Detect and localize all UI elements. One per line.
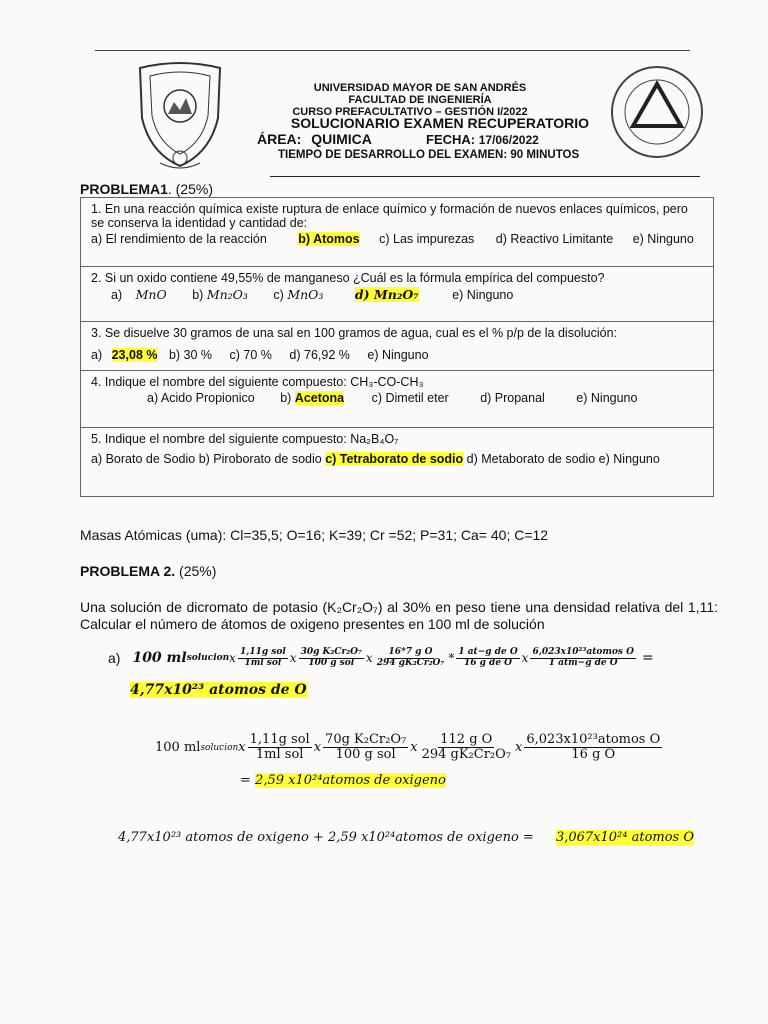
q3-option-d: d) 76,92 % (289, 348, 350, 362)
q2-option-b: Mn₂O₃ (206, 287, 248, 302)
atomic-masses: Masas Atómicas (uma): Cl=35,5; O=16; K=39; Cr =52; P=31; Ca= 40; C=12 (80, 527, 549, 543)
problem2-statement: Una solución de dicromato de potasio (K₂Cr₂O₇) al 30% en peso tiene una densidad relativa del 1,11: Calcular el número de átomos de oxigeno presentes en 100 ml de solución (80, 599, 718, 632)
q3-option-b: b) 30 % (168, 348, 213, 362)
q2-options (91, 287, 703, 302)
q4-text: 4. Indique el nombre del siguiente compuesto: CH₃-CO-CH₃ (91, 375, 424, 389)
problem2-heading (80, 563, 216, 579)
equation-2 (155, 733, 664, 763)
eq1-start: 100 ml (132, 650, 187, 667)
area-line (257, 131, 372, 147)
q5-text: 5. Indique el nombre del siguiente compuesto: Na₂B₄O₇ (91, 432, 399, 446)
eq1-x4: x (521, 651, 529, 666)
eq3-left: 4,77x10²³ atomos de oxigeno + 2,59 x10²⁴atomos de oxigeno = (118, 830, 534, 845)
eq1-fraction-oxygen: $\frac{\text{16*7 g O}}{\text{294 gK₂Cr₂O₇}}$ (376, 647, 445, 668)
problem1-table (80, 197, 714, 497)
exam-title: SOLUCIONARIO EXAMEN RECUPERATORIO (290, 115, 590, 131)
q2-option-e: e) Ninguno (452, 288, 514, 302)
eq2-start-sub: solucion (200, 742, 239, 753)
question-5 (81, 428, 714, 497)
q2-option-a-label: a) (111, 288, 123, 302)
q4-option-a: a) Acido Propionico (147, 391, 255, 405)
q2-option-c-label: c) (273, 288, 284, 302)
eq2-x3: x (410, 740, 418, 756)
problem2-title: PROBLEMA 2. (80, 563, 176, 579)
problem2-percent: (25%) (175, 563, 217, 579)
eq1-result: 4,77x10²³ atomos de O (130, 682, 307, 698)
q5-options (91, 452, 703, 466)
eq2-x1: x (238, 740, 246, 756)
equation-3 (118, 830, 694, 845)
eq1-star: * (448, 651, 455, 666)
eq1-start-sub: solucion (186, 653, 230, 664)
q3-option-e: e) Ninguno (367, 348, 429, 362)
area-value: QUIMICA (311, 131, 372, 147)
q2-option-a: MnO (135, 287, 167, 302)
course-name: CURSO PREFACULTATIVO – GESTIÓN I/2022 (292, 106, 528, 118)
problem1-title: PROBLEMA1 (80, 181, 168, 197)
question-4 (81, 371, 714, 428)
q4-option-b-label: b) (280, 391, 292, 405)
eq1-x2: x (289, 651, 297, 666)
eq2-result: 2,59 x10²⁴atomos de oxigeno (255, 773, 446, 788)
equation-a-label: a) (108, 650, 121, 667)
q3-option-a-answer: 23,08 % (111, 348, 158, 362)
question-1 (81, 198, 714, 267)
date-label: FECHA: (426, 132, 476, 147)
q4-option-d: d) Propanal (480, 391, 545, 405)
eq2-start: 100 ml (155, 740, 201, 756)
q4-option-e: e) Ninguno (576, 391, 638, 405)
q2-text: 2. Si un oxido contiene 49,55% de manganeso ¿Cuál es la fórmula empírica del compuesto? (91, 271, 605, 285)
eq1-fraction-atg: $\frac{\text{1 at−g de O}}{\text{16 g de O}}$ (458, 647, 518, 668)
problem1-heading (80, 181, 213, 197)
eq1-equals: = (641, 650, 654, 667)
eq2-fraction-density: $\frac{\text{1,11g sol}}{\text{1ml sol}}$ (249, 732, 310, 763)
question-2 (81, 267, 714, 322)
eq2-equals: = (240, 773, 251, 788)
q2-option-c: MnO₃ (287, 287, 324, 302)
q1-option-d: d) Reactivo Limitante (495, 232, 614, 246)
q3-options (91, 348, 703, 362)
eq1-x1: x (229, 651, 236, 666)
eq1-fraction-percent: $\frac{\text{30g K₂Cr₂O₇}}{\text{100 g sol}}$ (300, 647, 362, 668)
question-3 (81, 322, 714, 371)
q4-option-b-answer: Acetona (294, 391, 345, 405)
q3-option-c: c) 70 % (229, 348, 272, 362)
q1-option-a: a) El rendimiento de la reacción (91, 232, 267, 246)
q1-options (91, 232, 703, 246)
eq2-result-line (240, 773, 446, 788)
eq2-fraction-percent: $\frac{\text{70g K₂Cr₂O₇}}{\text{100 g sol}}$ (325, 732, 407, 763)
equation-a (108, 648, 668, 669)
eq2-x4: x (515, 740, 523, 756)
problem1-percent: . (25%) (167, 181, 214, 197)
header-rule (270, 176, 700, 177)
eq2-fraction-avogadro: $\frac{\text{6,023x10²³atomos O}}{\text{16 g O}}$ (526, 732, 661, 763)
area-label: ÁREA: (257, 131, 302, 147)
eq2-fraction-oxygen: $\frac{\text{112 g O}}{\text{294 gK₂Cr₂O₇}}$ (421, 732, 511, 763)
q4-option-c: c) Dimetil eter (371, 391, 449, 405)
direction-stamp-icon (607, 62, 707, 162)
q5-options-ab: a) Borato de Sodio b) Piroborato de sodio (91, 452, 322, 466)
q1-text: 1. En una reacción química existe ruptura de enlace químico y formación de nuevos enlaces químicos, pero se conserva la identidad y cantidad de: (91, 202, 688, 230)
eq3-result: 3,067x10²⁴ atomos O (555, 830, 695, 845)
q1-option-c: c) Las impurezas (379, 232, 475, 246)
eq1-fraction-avogadro: $\frac{\text{6,023x10²³atomos O}}{\text{1 atm−g de O}}$ (532, 647, 634, 668)
eq1-x3: x (365, 651, 373, 666)
university-name: UNIVERSIDAD MAYOR DE SAN ANDRÉS (313, 82, 527, 94)
q5-option-c-answer: c) Tetraborato de sodio (325, 452, 464, 466)
q2-option-d-answer: d) Mn₂O₇ (354, 287, 419, 302)
q1-option-b-answer: b) Atomos (298, 232, 360, 246)
top-rule (95, 50, 690, 51)
university-seal-icon (130, 58, 230, 173)
faculty-name: FACULTAD DE INGENIERÍA (348, 94, 492, 106)
q3-option-a-label: a) (91, 348, 103, 362)
eq2-x2: x (313, 740, 322, 756)
q4-options (91, 391, 703, 405)
exam-time: TIEMPO DE DESARROLLO DEL EXAMEN: 90 MINUTOS (278, 149, 580, 161)
q3-text: 3. Se disuelve 30 gramos de una sal en 100 gramos de agua, cual es el % p/p de la disolución: (91, 326, 618, 340)
q5-options-de: d) Metaborato de sodio e) Ninguno (466, 452, 660, 466)
q1-option-e: e) Ninguno (632, 232, 694, 246)
date-value: 17/06/2022 (478, 133, 539, 147)
date-line (426, 132, 539, 147)
q2-option-b-label: b) (192, 288, 204, 302)
eq1-fraction-density: $\frac{\text{1,11g sol}}{\text{1ml sol}}$ (239, 647, 286, 668)
